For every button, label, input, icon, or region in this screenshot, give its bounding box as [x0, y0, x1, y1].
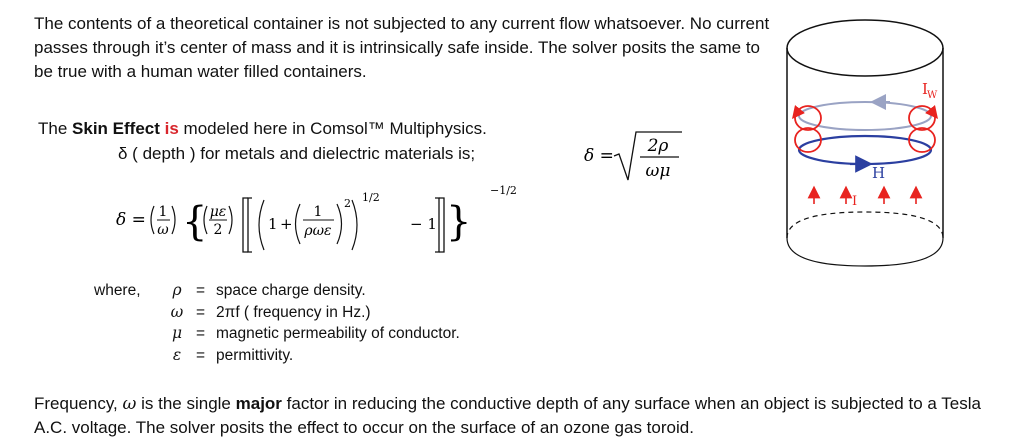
simple-denominator: ωμ: [645, 161, 671, 181]
paren-close-3: [352, 200, 357, 250]
skin-effect-term: Skin Effect: [72, 119, 160, 138]
definition-equals: =: [196, 282, 206, 299]
square-exponent: 2: [344, 197, 351, 210]
definition-text: space charge density.: [216, 282, 366, 299]
definition-text: magnetic permeability of conductor.: [216, 325, 460, 342]
h-label: H: [872, 164, 886, 182]
skin-effect-cylinder-diagram: [780, 8, 950, 270]
paren-open-4: [296, 204, 301, 244]
definition-text: 2πf ( frequency in Hz.): [216, 303, 371, 321]
definition-symbol: μ: [171, 324, 183, 342]
footer-part1: Frequency,: [34, 394, 123, 413]
plus-sign: +: [280, 215, 293, 233]
frac1-num: 1: [158, 204, 168, 220]
footer-omega: ω: [122, 394, 137, 414]
cylinder-bottom-back: [787, 212, 943, 238]
definition-equals: =: [196, 346, 206, 364]
brace-open: {: [182, 199, 208, 245]
paren-close-1: [172, 206, 175, 234]
definition-symbol: ρ: [172, 281, 182, 299]
red-is: is: [164, 119, 179, 138]
definition-text: permittivity.: [216, 346, 294, 364]
frac3-num: 1: [313, 204, 323, 220]
intro-prefix: The: [38, 119, 73, 138]
iw-subscript: W: [927, 90, 938, 101]
iw-label: I: [922, 80, 928, 98]
frac2-den: 2: [213, 222, 223, 238]
footer-part3: factor in reducing the conductive depth of any surface when an object is subjected to a Tesla A.C. voltage. The solver posits the effect to occur on the surface of an ozone gas toroid.: [34, 394, 981, 437]
bracket-open-outer: [243, 198, 248, 252]
full-lhs: δ =: [116, 210, 146, 230]
skin-effect-line: [38, 116, 487, 142]
footer-paragraph: [34, 392, 1014, 440]
inner-exponent: 1/2: [362, 191, 380, 204]
h-field-loop: [799, 136, 931, 164]
bracket-open-inner: [248, 198, 252, 252]
definition-equals: =: [196, 303, 206, 321]
footer-major: major: [235, 394, 282, 413]
paren-open-1: [151, 206, 154, 234]
where-label: where,: [94, 282, 141, 299]
brace-close: }: [446, 199, 472, 245]
intro-paragraph: The contents of a theoretical container is not subjected to any current flow whatsoever. No current passes through it’s center of mass and it is intrinsically safe inside. The solver posits the same to be true with a human water filled containers.: [34, 14, 770, 81]
frac1-den: ω: [157, 222, 169, 238]
simple-numerator: 2ρ: [647, 136, 669, 156]
term-one: 1: [268, 215, 278, 233]
depth-line: δ ( depth ) for metals and dielectric materials is;: [118, 144, 476, 163]
minus-one: − 1: [410, 215, 437, 233]
paren-close-4: [337, 204, 342, 244]
frac3-den: ρωε: [304, 223, 332, 239]
cylinder-top: [787, 20, 943, 76]
frac2-num: με: [209, 204, 227, 220]
full-skin-depth-formula: [112, 178, 532, 266]
definition-symbol: ω: [170, 302, 184, 321]
definition-equals: =: [196, 325, 206, 342]
definition-symbol: ε: [172, 345, 182, 364]
intro-suffix: modeled here in Comsol™ Multiphysics.: [178, 119, 487, 138]
i-label: I: [852, 194, 858, 209]
footer-part2: is the single: [136, 394, 236, 413]
simple-lhs: δ =: [584, 146, 614, 166]
paren-close-2: [229, 206, 232, 234]
outer-exponent: −1/2: [490, 184, 517, 197]
paren-open-3: [259, 200, 264, 250]
bracket-close-outer: [439, 198, 444, 252]
cylinder-bottom-front: [787, 238, 943, 266]
simple-skin-depth-formula: [582, 124, 702, 188]
